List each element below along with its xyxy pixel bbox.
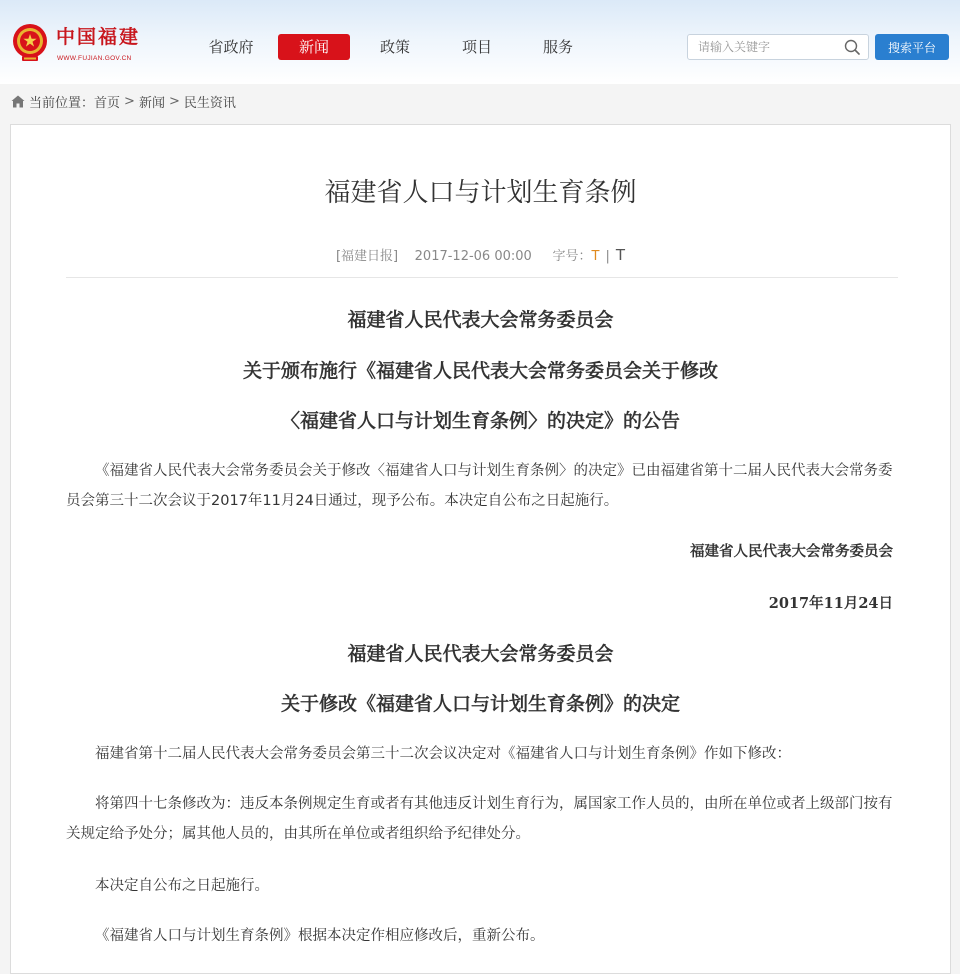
search-platform-button[interactable]: 搜索平台 [875, 34, 949, 60]
nav-item-services[interactable]: 服务 [542, 38, 573, 56]
article-title: 福建省人口与计划生育条例 [324, 178, 637, 208]
search-input[interactable] [688, 35, 858, 59]
article-datetime: 2017-12-06 00:00 [414, 249, 532, 264]
breadcrumb [11, 91, 236, 111]
decision-paragraph-1: 福建省第十二届人民代表大会常务委员会第三十二次会议决定对《福建省人口与计划生育条例》作如下修改： [95, 746, 791, 762]
site-header [0, 0, 960, 84]
breadcrumb-home[interactable]: 首页 [94, 95, 121, 111]
national-emblem-icon [10, 22, 50, 64]
breadcrumb-livelihood[interactable]: 民生资讯 [183, 95, 236, 111]
article-source: [福建日报] [335, 249, 399, 264]
nav-item-policy[interactable]: 政策 [379, 38, 410, 56]
logo-text: 中国福建 [56, 26, 141, 48]
decision-paragraph-4: 《福建省人口与计划生育条例》根据本决定作相应修改后，重新公布。 [95, 928, 545, 944]
breadcrumb-news[interactable]: 新闻 [138, 95, 165, 111]
notice-signature: 福建省人民代表大会常务委员会 [690, 543, 893, 560]
notice-heading-1: 福建省人民代表大会常务委员会 [347, 309, 614, 331]
decision-paragraph-2: 将第四十七条修改为：违反本条例规定生育或者有其他违反计划生育行为，属国家工作人员的，由所在单位或者上级部门按有关规定给予处分；属其他人员的，由其所在单位或者组织给予纪律处分。 [66, 796, 893, 842]
site-logo[interactable] [10, 22, 150, 66]
nav-item-projects[interactable]: 项目 [461, 38, 492, 56]
font-size-large-button[interactable]: T [615, 246, 626, 264]
notice-paragraph: 《福建省人民代表大会常务委员会关于修改〈福建省人口与计划生育条例〉的决定》已由福建省第十二届人民代表大会常务委员会第三十二次会议于2017年11月24日通过，现予公布。本决定自公布之日起施行。 [66, 463, 893, 509]
font-size-small-button[interactable]: T [591, 249, 600, 264]
breadcrumb-prefix: 当前位置： [29, 95, 95, 111]
article-panel [10, 124, 951, 974]
notice-heading-3: 〈福建省人口与计划生育条例〉的决定》的公告 [280, 410, 680, 432]
search-box [687, 34, 869, 60]
notice-heading-2: 关于颁布施行《福建省人民代表大会常务委员会关于修改 [242, 360, 718, 382]
notice-date: 2017年11月24日 [768, 595, 893, 612]
font-size-label: 字号： [552, 249, 592, 264]
decision-paragraph-3: 本决定自公布之日起施行。 [95, 878, 269, 894]
home-icon [11, 95, 25, 108]
title-divider [66, 277, 898, 278]
article-meta [11, 245, 950, 264]
decision-heading-2: 关于修改《福建省人口与计划生育条例》的决定 [280, 693, 680, 715]
breadcrumb-separator: > [168, 93, 180, 109]
logo-url: WWW.FUJIAN.GOV.CN [57, 55, 132, 62]
nav-item-province-gov[interactable]: 省政府 [208, 38, 254, 56]
breadcrumb-separator: > [124, 93, 135, 109]
nav-item-news[interactable]: 新闻 [278, 34, 350, 60]
decision-heading-1: 福建省人民代表大会常务委员会 [347, 643, 614, 665]
search-icon[interactable] [844, 39, 860, 55]
font-size-divider: | [605, 249, 610, 264]
